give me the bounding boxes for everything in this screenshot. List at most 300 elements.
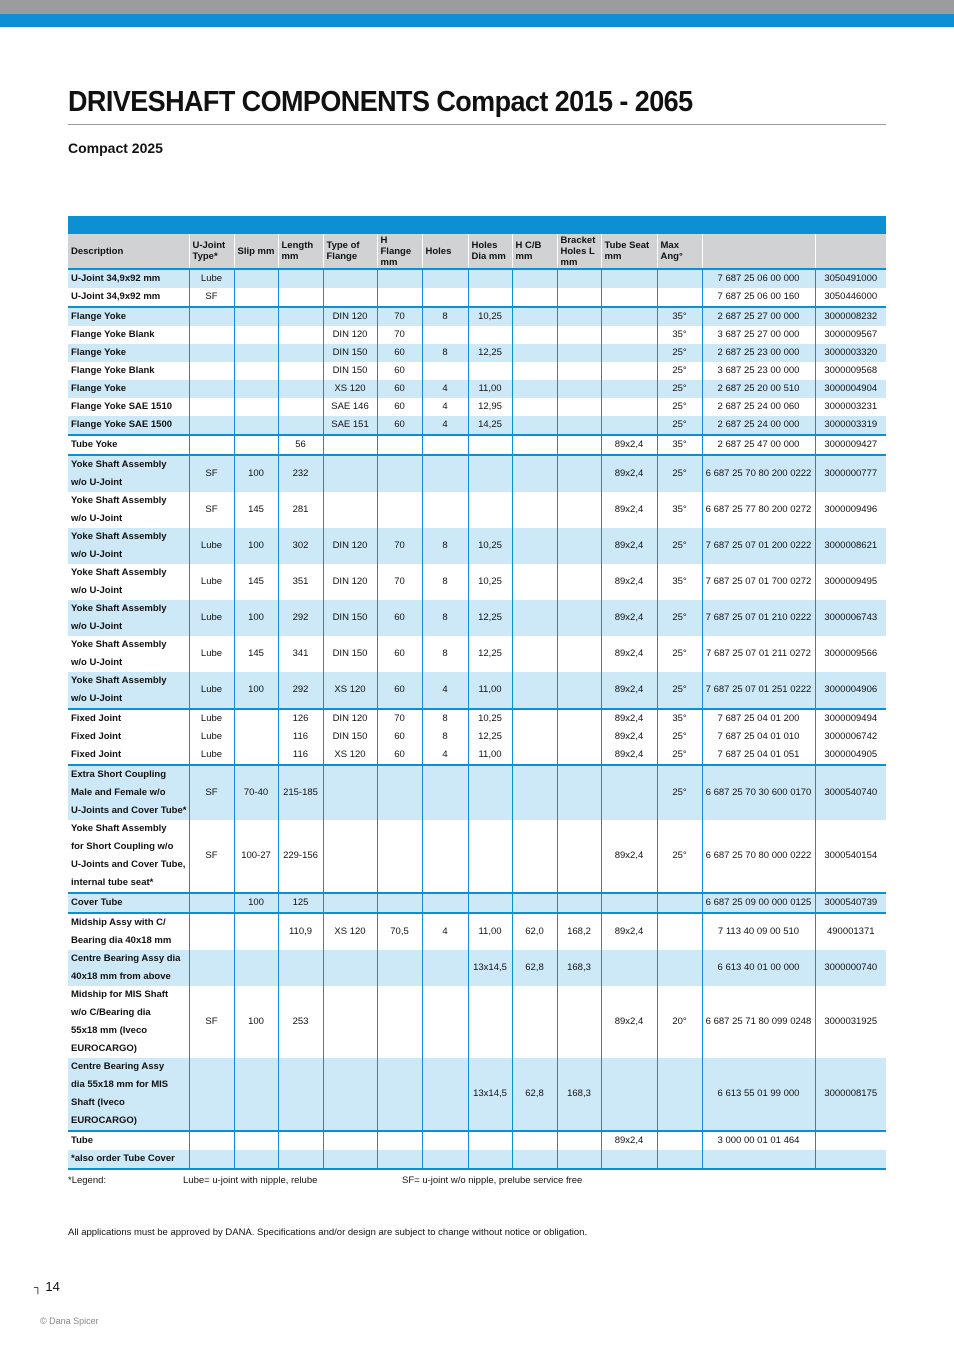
table-header-row	[68, 234, 886, 269]
table-cell	[323, 269, 377, 288]
table-row	[68, 1150, 886, 1169]
table-cell: SF	[189, 820, 234, 893]
table-cell: 25°	[657, 362, 702, 380]
table-cell	[557, 492, 601, 528]
table-cell: 6 613 40 01 00 000	[702, 950, 815, 986]
table-cell	[512, 746, 557, 765]
table-cell: 3000006743	[815, 600, 886, 636]
table-cell: 89x2,4	[601, 913, 657, 950]
table-cell	[512, 728, 557, 746]
table-cell	[189, 913, 234, 950]
table-cell: DIN 150	[323, 362, 377, 380]
table-row	[68, 380, 886, 398]
table-cell: 4	[422, 380, 468, 398]
table-cell	[557, 600, 601, 636]
table-cell	[601, 765, 657, 820]
table-cell: 13x14,5	[468, 950, 512, 986]
table-cell: 70	[377, 709, 422, 728]
column-header: Bracket Holes L mm	[557, 234, 601, 269]
column-header: Description	[68, 234, 189, 269]
table-row	[68, 893, 886, 913]
table-cell	[702, 1150, 815, 1169]
table-cell	[512, 709, 557, 728]
table-row	[68, 416, 886, 435]
table-cell: 6 687 25 09 00 000 0125	[702, 893, 815, 913]
top-blue-band	[0, 14, 954, 27]
table-cell: 168,2	[557, 913, 601, 950]
table-cell: 10,25	[468, 528, 512, 564]
table-cell: 116	[278, 746, 323, 765]
table-cell: DIN 150	[323, 636, 377, 672]
table-cell: 60	[377, 672, 422, 709]
table-cell: 11,00	[468, 913, 512, 950]
table-cell: 145	[234, 564, 278, 600]
table-cell: DIN 150	[323, 728, 377, 746]
table-cell: 3000540740	[815, 765, 886, 820]
table-cell	[815, 1150, 886, 1169]
table-cell: 100	[234, 455, 278, 492]
table-cell: SF	[189, 765, 234, 820]
table-cell	[278, 416, 323, 435]
table-cell	[278, 398, 323, 416]
table-cell	[557, 765, 601, 820]
table-cell	[278, 269, 323, 288]
table-top-bar	[68, 216, 886, 234]
row-description: U-Joint 34,9x92 mm	[71, 291, 161, 302]
table-cell: 3000008232	[815, 307, 886, 326]
table-cell: 100-27	[234, 820, 278, 893]
row-description: Yoke Shaft Assembly w/o U-Joint	[68, 455, 189, 492]
table-cell: 3000009494	[815, 709, 886, 728]
table-cell: XS 120	[323, 746, 377, 765]
table-cell	[422, 288, 468, 307]
table-cell	[512, 288, 557, 307]
table-cell: 60	[377, 416, 422, 435]
table-cell: 2 687 25 24 00 000	[702, 416, 815, 435]
row-description: Flange Yoke SAE 1510	[71, 401, 173, 412]
table-cell: 3000009567	[815, 326, 886, 344]
table-cell: 3000006742	[815, 728, 886, 746]
table-cell: 3000000777	[815, 455, 886, 492]
table-cell: 11,00	[468, 746, 512, 765]
table-cell	[557, 326, 601, 344]
table-cell: DIN 150	[323, 344, 377, 362]
page-number	[34, 1279, 60, 1294]
table-cell: 4	[422, 913, 468, 950]
table-row	[68, 728, 886, 746]
table-cell	[234, 746, 278, 765]
table-cell: DIN 120	[323, 528, 377, 564]
table-cell: 89x2,4	[601, 728, 657, 746]
table-cell: 25°	[657, 600, 702, 636]
table-cell: 25°	[657, 398, 702, 416]
table-cell	[377, 893, 422, 913]
table-cell: 100	[234, 893, 278, 913]
table-row	[68, 672, 886, 709]
row-description: Yoke Shaft Assembly for Short Coupling w/o U-Joints and Cover Tube, internal tube seat*	[71, 823, 186, 888]
column-header: Length mm	[278, 234, 323, 269]
table-cell: 3000009568	[815, 362, 886, 380]
table-row	[68, 1131, 886, 1150]
table-cell: 168,3	[557, 950, 601, 986]
table-cell: 2 687 25 20 00 510	[702, 380, 815, 398]
table-cell: 3000009496	[815, 492, 886, 528]
table-cell: 3000009495	[815, 564, 886, 600]
column-header: Holes	[422, 234, 468, 269]
table-cell	[234, 913, 278, 950]
table-cell	[189, 893, 234, 913]
table-cell: XS 120	[323, 913, 377, 950]
table-cell	[234, 709, 278, 728]
table-cell	[422, 326, 468, 344]
table-cell: 6 613 55 01 99 000	[702, 1058, 815, 1131]
table-cell: 490001371	[815, 913, 886, 950]
table-cell	[557, 636, 601, 672]
table-cell: 351	[278, 564, 323, 600]
table-row	[68, 435, 886, 455]
table-cell: 7 687 25 04 01 200	[702, 709, 815, 728]
table-cell	[234, 269, 278, 288]
table-cell: 110,9	[278, 913, 323, 950]
table-cell	[557, 416, 601, 435]
table-cell	[377, 820, 422, 893]
table-cell: 25°	[657, 636, 702, 672]
table-cell: 60	[377, 344, 422, 362]
table-cell	[557, 398, 601, 416]
table-cell: 3000009427	[815, 435, 886, 455]
table-cell	[234, 288, 278, 307]
table-cell: 25°	[657, 820, 702, 893]
row-description: Flange Yoke	[68, 307, 189, 326]
table-cell	[512, 672, 557, 709]
table-cell: 8	[422, 600, 468, 636]
table-cell: SF	[189, 455, 234, 492]
table-cell	[377, 455, 422, 492]
legend-sf: SF= u-joint w/o nipple, prelube service free	[402, 1175, 583, 1186]
section-subtitle: Compact 2025	[68, 140, 163, 156]
row-description: Extra Short Coupling Male and Female w/o U-Joints and Cover Tube*	[68, 765, 189, 820]
table-cell: 168,3	[557, 1058, 601, 1131]
table-cell	[189, 362, 234, 380]
table-cell: 25°	[657, 455, 702, 492]
column-header: H C/B mm	[512, 234, 557, 269]
table-cell: Lube	[189, 728, 234, 746]
table-cell: 13x14,5	[468, 1058, 512, 1131]
row-description: Flange Yoke	[68, 380, 189, 398]
table-cell: 3000003231	[815, 398, 886, 416]
table-cell	[557, 380, 601, 398]
column-header: Type of Flange	[323, 234, 377, 269]
table-cell: 7 687 25 07 01 251 0222	[702, 672, 815, 709]
table-cell: Lube	[189, 269, 234, 288]
table-cell	[468, 986, 512, 1058]
column-header	[815, 234, 886, 269]
table-cell: 292	[278, 600, 323, 636]
table-row	[68, 455, 886, 492]
table-cell	[557, 709, 601, 728]
table-cell	[512, 528, 557, 564]
table-cell	[468, 455, 512, 492]
table-cell: 35°	[657, 709, 702, 728]
table-cell: 35°	[657, 326, 702, 344]
table-cell: 145	[234, 492, 278, 528]
table-cell: SF	[189, 986, 234, 1058]
table-cell	[422, 765, 468, 820]
table-cell	[512, 455, 557, 492]
table-cell	[557, 893, 601, 913]
table-cell	[512, 1150, 557, 1169]
row-description: Centre Bearing Assy dia 55x18 mm for MIS Shaft (Iveco EUROCARGO)	[68, 1058, 189, 1131]
table-cell: 60	[377, 636, 422, 672]
table-cell	[189, 435, 234, 455]
table-cell: Lube	[189, 709, 234, 728]
table-cell: 3000031925	[815, 986, 886, 1058]
table-cell: 215-185	[278, 765, 323, 820]
table-cell: 3000008621	[815, 528, 886, 564]
table-cell	[422, 455, 468, 492]
table-cell: 89x2,4	[601, 600, 657, 636]
row-description: Fixed Joint	[68, 709, 189, 728]
table-cell: 89x2,4	[601, 564, 657, 600]
table-cell	[234, 380, 278, 398]
table-cell	[234, 416, 278, 435]
table-cell	[468, 893, 512, 913]
table-cell: 341	[278, 636, 323, 672]
table-cell: Lube	[189, 672, 234, 709]
table-cell: 3000000740	[815, 950, 886, 986]
table-cell: XS 120	[323, 380, 377, 398]
table-cell: 25°	[657, 672, 702, 709]
table-cell: 35°	[657, 564, 702, 600]
row-description: Midship Assy with C/ Bearing dia 40x18 mm	[68, 913, 189, 950]
table-row	[68, 492, 886, 528]
table-cell: 4	[422, 398, 468, 416]
table-cell	[189, 950, 234, 986]
table-cell	[601, 307, 657, 326]
table-cell: 125	[278, 893, 323, 913]
table-cell	[512, 307, 557, 326]
table-cell: 3 687 25 27 00 000	[702, 326, 815, 344]
table-cell	[234, 326, 278, 344]
table-cell: DIN 120	[323, 326, 377, 344]
row-description: Yoke Shaft Assembly w/o U-Joint	[68, 672, 189, 709]
table-cell: 3000540154	[815, 820, 886, 893]
table-cell	[377, 986, 422, 1058]
components-table	[68, 234, 886, 1170]
table-cell: 12,95	[468, 398, 512, 416]
table-cell: 70	[377, 307, 422, 326]
table-cell: 10,25	[468, 709, 512, 728]
table-cell: 62,0	[512, 913, 557, 950]
table-cell: 3000004904	[815, 380, 886, 398]
table-cell: 7 687 25 07 01 700 0272	[702, 564, 815, 600]
table-cell: Lube	[189, 636, 234, 672]
table-cell: 70-40	[234, 765, 278, 820]
table-cell: 62,8	[512, 950, 557, 986]
table-cell	[557, 435, 601, 455]
table-cell	[468, 492, 512, 528]
table-cell	[557, 455, 601, 492]
table-cell	[234, 435, 278, 455]
table-cell: 70	[377, 528, 422, 564]
table-cell: 7 687 25 04 01 010	[702, 728, 815, 746]
table-cell	[557, 528, 601, 564]
table-cell: DIN 150	[323, 600, 377, 636]
table-cell: 89x2,4	[601, 1131, 657, 1150]
column-header: Max Ang°	[657, 234, 702, 269]
table-cell	[278, 380, 323, 398]
table-cell	[377, 1131, 422, 1150]
table-cell: 35°	[657, 492, 702, 528]
table-cell: 3000003320	[815, 344, 886, 362]
table-cell	[512, 435, 557, 455]
table-cell	[189, 1058, 234, 1131]
table-row	[68, 913, 886, 950]
disclaimer-text: All applications must be approved by DANA. Specifications and/or design are subject to change without notice or obligation.	[68, 1227, 588, 1238]
table-cell: 7 113 40 09 00 510	[702, 913, 815, 950]
table-cell: 6 687 25 77 80 200 0272	[702, 492, 815, 528]
table-row	[68, 564, 886, 600]
table-cell: 12,25	[468, 600, 512, 636]
table-cell: 25°	[657, 344, 702, 362]
table-cell: 232	[278, 455, 323, 492]
table-cell: 4	[422, 416, 468, 435]
table-cell	[468, 288, 512, 307]
table-cell: 3050446000	[815, 288, 886, 307]
table-cell: 7 687 25 06 00 160	[702, 288, 815, 307]
table-cell: 62,8	[512, 1058, 557, 1131]
table-cell	[422, 362, 468, 380]
table-cell	[377, 288, 422, 307]
table-cell: Lube	[189, 746, 234, 765]
table-cell: 7 687 25 07 01 210 0222	[702, 600, 815, 636]
page-title: DRIVESHAFT COMPONENTS Compact 2015 - 2065	[68, 86, 693, 118]
table-cell	[189, 326, 234, 344]
table-cell: SF	[189, 492, 234, 528]
table-cell: 25°	[657, 765, 702, 820]
table-cell	[557, 986, 601, 1058]
row-description: Yoke Shaft Assembly w/o U-Joint	[68, 528, 189, 564]
table-cell	[468, 1150, 512, 1169]
table-cell: 8	[422, 564, 468, 600]
table-cell: 3000540739	[815, 893, 886, 913]
table-cell: 14,25	[468, 416, 512, 435]
table-cell: 89x2,4	[601, 986, 657, 1058]
table-cell	[601, 950, 657, 986]
table-cell: 6 687 25 70 80 000 0222	[702, 820, 815, 893]
table-cell	[512, 600, 557, 636]
table-cell	[512, 344, 557, 362]
table-cell	[422, 492, 468, 528]
table-cell: 25°	[657, 416, 702, 435]
table-cell: 3000003319	[815, 416, 886, 435]
table-cell: 89x2,4	[601, 455, 657, 492]
table-cell	[234, 1131, 278, 1150]
table-cell: SF	[189, 288, 234, 307]
table-cell	[512, 820, 557, 893]
table-cell: 25°	[657, 380, 702, 398]
table-row	[68, 820, 886, 893]
row-description: Fixed Joint	[71, 749, 122, 760]
table-cell: Lube	[189, 564, 234, 600]
table-row	[68, 746, 886, 765]
table-cell	[278, 1131, 323, 1150]
row-description: Centre Bearing Assy dia 40x18 mm from above	[68, 950, 189, 986]
table-row	[68, 950, 886, 986]
table-cell: 8	[422, 709, 468, 728]
table-cell: 6 687 25 71 80 099 0248	[702, 986, 815, 1058]
table-cell: Lube	[189, 600, 234, 636]
table-cell: 11,00	[468, 380, 512, 398]
table-cell: 3000004905	[815, 746, 886, 765]
table-cell	[377, 765, 422, 820]
table-cell: 4	[422, 672, 468, 709]
table-cell	[657, 950, 702, 986]
table-cell	[468, 765, 512, 820]
table-cell: 35°	[657, 307, 702, 326]
table-cell: 89x2,4	[601, 672, 657, 709]
row-description: Cover Tube	[68, 893, 189, 913]
table-row	[68, 288, 886, 307]
table-cell: 100	[234, 672, 278, 709]
table-cell	[278, 326, 323, 344]
table-cell: 3050491000	[815, 269, 886, 288]
table-cell	[601, 326, 657, 344]
table-cell: 3000009566	[815, 636, 886, 672]
table-cell	[468, 269, 512, 288]
table-cell	[512, 326, 557, 344]
table-cell	[278, 950, 323, 986]
table-cell	[512, 893, 557, 913]
row-description: Yoke Shaft Assembly w/o U-Joint	[71, 639, 167, 668]
table-cell: 2 687 25 47 00 000	[702, 435, 815, 455]
table-row	[68, 636, 886, 672]
table-cell: 8	[422, 344, 468, 362]
table-cell	[323, 950, 377, 986]
table-cell	[323, 1150, 377, 1169]
table-row	[68, 986, 886, 1058]
table-cell	[323, 435, 377, 455]
table-cell: 100	[234, 600, 278, 636]
row-description: Tube	[68, 1131, 189, 1150]
table-cell	[512, 416, 557, 435]
table-cell: 89x2,4	[601, 709, 657, 728]
table-cell	[657, 269, 702, 288]
components-table-container	[68, 216, 886, 1170]
table-cell: 145	[234, 636, 278, 672]
table-cell	[657, 1131, 702, 1150]
row-description: Flange Yoke Blank	[71, 365, 155, 376]
row-description: Yoke Shaft Assembly w/o U-Joint	[68, 600, 189, 636]
table-cell: 12,25	[468, 344, 512, 362]
table-row	[68, 307, 886, 326]
table-cell	[422, 1058, 468, 1131]
table-cell: 8	[422, 528, 468, 564]
row-description: Midship for MIS Shaft w/o C/Bearing dia 55x18 mm (Iveco EUROCARGO)	[71, 989, 169, 1054]
column-header: U-Joint Type*	[189, 234, 234, 269]
table-cell	[601, 362, 657, 380]
table-cell	[512, 1131, 557, 1150]
table-cell: 60	[377, 746, 422, 765]
table-cell	[234, 1150, 278, 1169]
table-cell: 70	[377, 564, 422, 600]
table-cell	[468, 1131, 512, 1150]
table-cell	[468, 362, 512, 380]
table-cell	[189, 1131, 234, 1150]
table-cell: 6 687 25 70 30 600 0170	[702, 765, 815, 820]
table-cell: 8	[422, 636, 468, 672]
table-cell	[601, 1150, 657, 1169]
